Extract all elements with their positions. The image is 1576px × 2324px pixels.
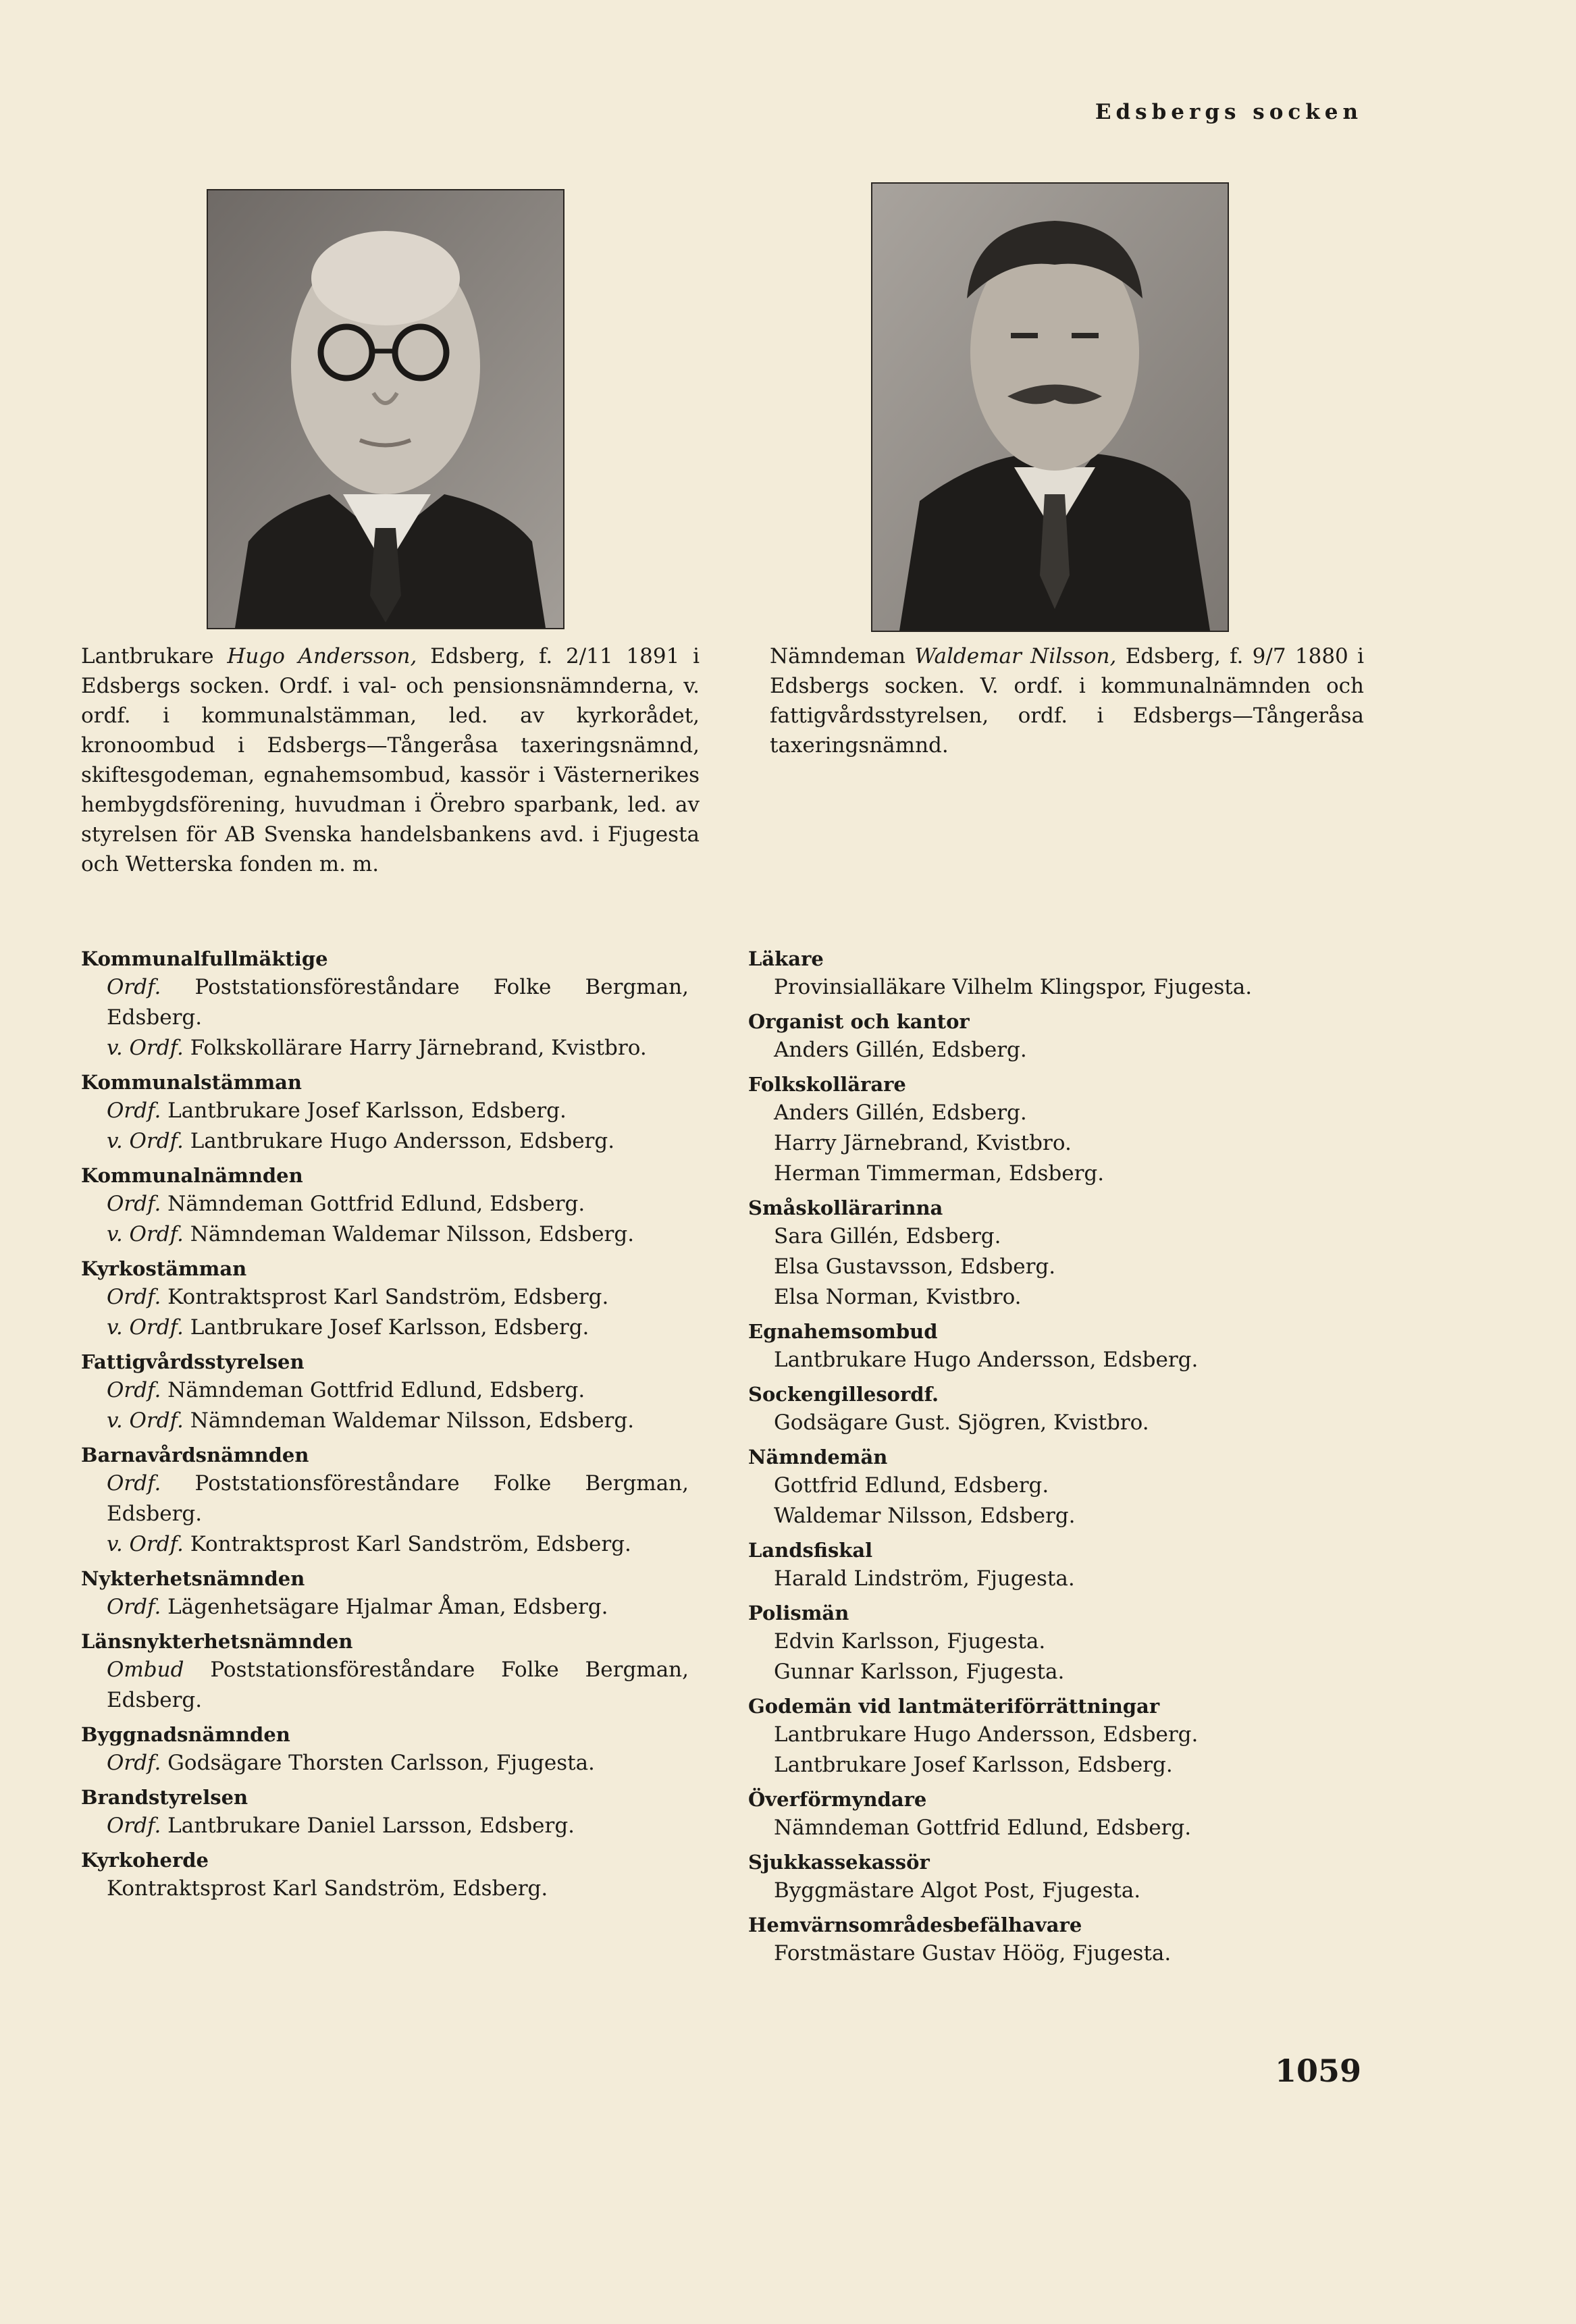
portrait-caption-2: [770, 641, 1364, 760]
entry-text: Herman Timmerman, Edsberg.: [774, 1161, 1105, 1186]
section-title: Folkskollärare: [748, 1073, 906, 1096]
entry-role: v. Ordf.: [107, 1036, 184, 1060]
entry-role: Ordf.: [107, 1192, 161, 1216]
caption-title: Lantbrukare: [81, 644, 214, 668]
caption-person-name: Hugo Andersson,: [227, 644, 417, 668]
directory-entry: [748, 1813, 1369, 1843]
directory-entry: [748, 1221, 1369, 1252]
directory-section: [748, 1693, 1369, 1780]
directory-entry: [81, 1406, 689, 1436]
entry-text: Kontraktsprost Karl Sandström, Edsberg.: [190, 1532, 631, 1556]
entry-text: Poststationsföreståndare Folke Bergman, Edsberg.: [107, 1471, 689, 1526]
entry-role: Ordf.: [107, 1378, 161, 1402]
portrait-caption-1: [81, 641, 700, 879]
page-number: 1059: [1274, 2053, 1361, 2089]
entry-text: Gunnar Karlsson, Fjugesta.: [774, 1660, 1065, 1684]
directory-entry: [748, 1035, 1369, 1065]
directory-entry: [748, 1252, 1369, 1282]
directory-entry: [81, 1126, 689, 1157]
entry-text: Nämndeman Waldemar Nilsson, Edsberg.: [190, 1222, 635, 1246]
entry-text: Lantbrukare Daniel Larsson, Edsberg.: [167, 1814, 575, 1838]
left-directory-column: [81, 945, 689, 1909]
entry-text: Godsägare Gust. Sjögren, Kvistbro.: [774, 1410, 1149, 1435]
entry-role: Ordf.: [107, 1285, 161, 1309]
directory-entry: [748, 1876, 1369, 1906]
entry-role: v. Ordf.: [107, 1315, 184, 1340]
section-title: Länsnykterhetsnämnden: [81, 1630, 353, 1653]
section-title: Kyrkoherde: [81, 1849, 209, 1872]
directory-entry: [748, 1938, 1369, 1969]
directory-section: [748, 1537, 1369, 1594]
entry-text: Lägenhetsägare Hjalmar Åman, Edsberg.: [167, 1595, 608, 1619]
directory-entry: [81, 1529, 689, 1560]
directory-entry: [748, 1159, 1369, 1189]
entry-text: Nämndeman Gottfrid Edlund, Edsberg.: [167, 1192, 585, 1216]
directory-section: [748, 1786, 1369, 1843]
entry-text: Lantbrukare Hugo Andersson, Edsberg.: [190, 1129, 615, 1153]
entry-text: Lantbrukare Josef Karlsson, Edsberg.: [774, 1753, 1173, 1777]
entry-text: Folkskollärare Harry Järnebrand, Kvistbro.: [190, 1036, 647, 1060]
entry-text: Kontraktsprost Karl Sandström, Edsberg.: [167, 1285, 609, 1309]
section-title: Överförmyndare: [748, 1788, 927, 1811]
entry-text: Poststationsföreståndare Folke Bergman, Edsberg.: [107, 975, 689, 1030]
directory-section: [81, 1069, 689, 1157]
section-title: Kommunalnämnden: [81, 1164, 303, 1187]
section-title: Läkare: [748, 947, 824, 970]
directory-section: [81, 1348, 689, 1436]
directory-section: [748, 1381, 1369, 1438]
right-directory-column: [748, 945, 1369, 1974]
caption-title: Nämndeman: [770, 644, 906, 668]
entry-text: Provinsialläkare Vilhelm Klingspor, Fjugesta.: [774, 975, 1253, 999]
directory-section: [81, 1628, 689, 1716]
entry-text: Edvin Karlsson, Fjugesta.: [774, 1629, 1046, 1654]
directory-section: [81, 1847, 689, 1904]
entry-text: Anders Gillén, Edsberg.: [774, 1101, 1027, 1125]
directory-entry: [81, 972, 689, 1033]
section-title: Godemän vid lantmäteriförrättningar: [748, 1695, 1160, 1718]
directory-section: [748, 1194, 1369, 1313]
caption-biography: Edsberg, f. 9/7 1880 i Edsbergs socken. V. ordf. i kommunalnämnden och fattigvårdsstyrelsen, ordf. i Edsbergs—Tångeråsa taxeringsnämnd.: [770, 644, 1364, 758]
directory-section: [748, 945, 1369, 1003]
entry-role: Ombud: [107, 1658, 184, 1682]
section-title: Barnavårdsnämnden: [81, 1444, 309, 1467]
directory-entry: [748, 1345, 1369, 1375]
caption-person-name: Waldemar Nilsson,: [914, 644, 1117, 668]
entry-role: Ordf.: [107, 975, 161, 999]
directory-section: [81, 1784, 689, 1841]
entry-text: Lantbrukare Hugo Andersson, Edsberg.: [774, 1722, 1199, 1747]
directory-entry: [748, 1627, 1369, 1657]
directory-entry: [81, 1748, 689, 1778]
entry-text: Poststationsföreståndare Folke Bergman, Edsberg.: [107, 1658, 689, 1712]
directory-entry: [81, 1219, 689, 1250]
directory-entry: [81, 1189, 689, 1219]
directory-section: [81, 1255, 689, 1343]
directory-entry: [748, 1408, 1369, 1438]
directory-entry: [81, 1811, 689, 1841]
directory-entry: [81, 1033, 689, 1063]
directory-entry: [81, 1469, 689, 1529]
directory-section: [748, 1600, 1369, 1687]
section-title: Polismän: [748, 1602, 849, 1625]
directory-entry: [81, 1592, 689, 1622]
section-title: Organist och kantor: [748, 1010, 970, 1033]
entry-text: Anders Gillén, Edsberg.: [774, 1038, 1027, 1062]
directory-entry: [748, 1750, 1369, 1780]
directory-entry: [81, 1375, 689, 1406]
directory-entry: [748, 1471, 1369, 1501]
entry-role: Ordf.: [107, 1595, 161, 1619]
caption-biography: Edsberg, f. 2/11 1891 i Edsbergs socken. Ordf. i val- och pensionsnämnderna, v. ordf. i kommunalstämman, led. av kyrkorådet, kronoombud i Edsbergs—Tångeråsa taxeringsnämnd, skiftesgodeman, egnahemsombud, kassör i Västernerikes hembygdsförening, huvudman i Örebro sparbank, led. av styrelsen för AB Svenska handelsbankens avd. i Fjugesta och Wetterska fonden m. m.: [81, 644, 700, 876]
directory-entry: [81, 1282, 689, 1313]
entry-text: Lantbrukare Josef Karlsson, Edsberg.: [190, 1315, 589, 1340]
directory-section: [748, 1911, 1369, 1969]
directory-section: [748, 1071, 1369, 1189]
entry-role: Ordf.: [107, 1751, 161, 1775]
entry-text: Lantbrukare Hugo Andersson, Edsberg.: [774, 1348, 1199, 1372]
entry-role: v. Ordf.: [107, 1222, 184, 1246]
directory-section: [81, 1442, 689, 1560]
entry-role: v. Ordf.: [107, 1129, 184, 1153]
entry-role: Ordf.: [107, 1814, 161, 1838]
portrait-man-with-mustache-icon: [871, 182, 1229, 632]
directory-entry: [81, 1096, 689, 1126]
entry-text: Sara Gillén, Edsberg.: [774, 1224, 1001, 1248]
portrait-man-with-round-glasses-icon: [207, 189, 564, 629]
running-header: Edsbergs socken: [1095, 100, 1363, 124]
section-title: Sockengillesordf.: [748, 1383, 939, 1406]
directory-entry: [81, 1874, 689, 1904]
entry-text: Harald Lindström, Fjugesta.: [774, 1566, 1075, 1591]
entry-role: v. Ordf.: [107, 1408, 184, 1433]
directory-entry: [81, 1655, 689, 1716]
section-title: Byggnadsnämnden: [81, 1723, 290, 1746]
section-title: Hemvärnsområdesbefälhavare: [748, 1913, 1082, 1936]
entry-text: Godsägare Thorsten Carlsson, Fjugesta.: [167, 1751, 595, 1775]
entry-text: Byggmästare Algot Post, Fjugesta.: [774, 1878, 1141, 1903]
directory-section: [748, 1318, 1369, 1375]
entry-role: Ordf.: [107, 1471, 161, 1496]
section-title: Kommunalfullmäktige: [81, 947, 328, 970]
section-title: Landsfiskal: [748, 1539, 873, 1562]
entry-text: Nämndeman Waldemar Nilsson, Edsberg.: [190, 1408, 635, 1433]
entry-text: Forstmästare Gustav Höög, Fjugesta.: [774, 1941, 1172, 1965]
entry-text: Waldemar Nilsson, Edsberg.: [774, 1504, 1076, 1528]
section-title: Fattigvårdsstyrelsen: [81, 1350, 305, 1373]
section-title: Brandstyrelsen: [81, 1786, 248, 1809]
directory-section: [81, 1721, 689, 1778]
entry-text: Kontraktsprost Karl Sandström, Edsberg.: [107, 1876, 548, 1901]
section-title: Småskollärarinna: [748, 1196, 943, 1219]
section-title: Nykterhetsnämnden: [81, 1567, 305, 1590]
entry-text: Gottfrid Edlund, Edsberg.: [774, 1473, 1049, 1498]
entry-text: Elsa Norman, Kvistbro.: [774, 1285, 1022, 1309]
entry-text: Nämndeman Gottfrid Edlund, Edsberg.: [774, 1816, 1192, 1840]
entry-text: Nämndeman Gottfrid Edlund, Edsberg.: [167, 1378, 585, 1402]
directory-section: [748, 1008, 1369, 1065]
directory-entry: [748, 972, 1369, 1003]
section-title: Kommunalstämman: [81, 1071, 303, 1094]
entry-role: Ordf.: [107, 1099, 161, 1123]
directory-entry: [748, 1282, 1369, 1313]
directory-entry: [748, 1657, 1369, 1687]
section-title: Sjukkassekassör: [748, 1851, 930, 1874]
directory-entry: [748, 1720, 1369, 1750]
entry-role: v. Ordf.: [107, 1532, 184, 1556]
directory-section: [81, 1162, 689, 1250]
entry-text: Lantbrukare Josef Karlsson, Edsberg.: [167, 1099, 567, 1123]
entry-text: Elsa Gustavsson, Edsberg.: [774, 1255, 1056, 1279]
directory-section: [748, 1849, 1369, 1906]
directory-section: [748, 1444, 1369, 1531]
directory-section: [81, 945, 689, 1063]
directory-entry: [748, 1564, 1369, 1594]
directory-section: [81, 1565, 689, 1622]
section-title: Egnahemsombud: [748, 1320, 938, 1343]
section-title: Kyrkostämman: [81, 1257, 247, 1280]
directory-entry: [81, 1313, 689, 1343]
directory-entry: [748, 1098, 1369, 1128]
entry-text: Harry Järnebrand, Kvistbro.: [774, 1131, 1072, 1155]
section-title: Nämndemän: [748, 1446, 888, 1469]
directory-entry: [748, 1501, 1369, 1531]
directory-entry: [748, 1128, 1369, 1159]
